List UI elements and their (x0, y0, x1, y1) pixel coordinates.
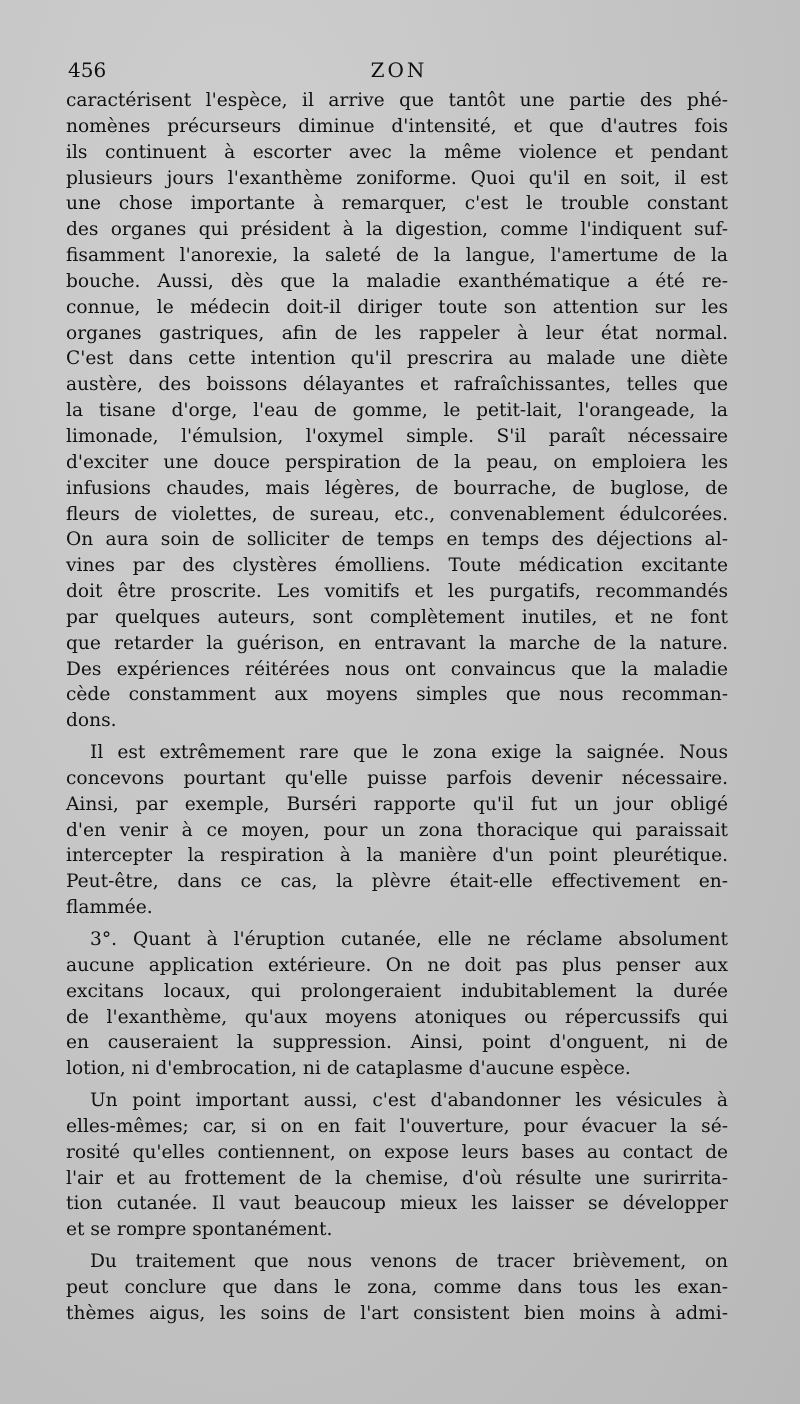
text-line: Peut-être, dans ce cas, la plèvre était-elle effectivement en- (66, 871, 728, 893)
text-line: peut conclure que dans le zona, comme dans tous les exan- (66, 1276, 728, 1298)
page-number: 456 (68, 58, 107, 82)
text-line: caractérisent l'espèce, il arrive que tantôt une partie des phé- (66, 90, 728, 111)
text-line: aucune application extérieure. On ne doit pas plus penser aux (66, 954, 728, 976)
text-line: bouche. Aussi, dès que la maladie exanthématique a été re- (66, 270, 728, 292)
page-header (68, 58, 730, 92)
text-line: Ainsi, par exemple, Burséri rapporte qu'il fut un jour obligé (66, 793, 728, 815)
text-line: de l'exanthème, qu'aux moyens atoniques ou répercussifs qui (66, 1006, 728, 1028)
text-line: Il est extrêmement rare que le zona exige la saignée. Nous (90, 742, 728, 764)
text-line: des organes qui président à la digestion, comme l'indiquent suf- (66, 219, 728, 241)
text-line: On aura soin de solliciter de temps en temps des déjections al- (66, 529, 728, 551)
text-line: une chose importante à remarquer, c'est le trouble constant (66, 193, 728, 215)
text-line: organes gastriques, afin de les rappeler à leur état normal. (66, 322, 728, 344)
text-line: thèmes aigus, les soins de l'art consistent bien moins à admi- (66, 1302, 728, 1324)
text-line: Du traitement que nous venons de tracer brièvement, on (90, 1251, 728, 1273)
text-line: dons. (66, 710, 117, 732)
text-line: C'est dans cette intention qu'il prescrira au malade une diète (66, 348, 728, 370)
text-line: par quelques auteurs, sont complètement inutiles, et ne font (66, 606, 728, 628)
paragraph (66, 927, 728, 1082)
text-line: elles-mêmes; car, si on en fait l'ouverture, pour évacuer la sé- (66, 1115, 728, 1137)
text-line: et se rompre spontanément. (66, 1219, 333, 1241)
text-line: tion cutanée. Il vaut beaucoup mieux les laisser se développer (66, 1193, 728, 1215)
text-line: infusions chaudes, mais légères, de bourrache, de buglose, de (66, 477, 728, 499)
text-line: limonade, l'émulsion, l'oxymel simple. S'il paraît nécessaire (66, 425, 728, 447)
text-line: d'en venir à ce moyen, pour un zona thoracique qui paraissait (66, 819, 728, 841)
text-line: fleurs de violettes, de sureau, etc., convenablement édulcorées. (66, 503, 728, 525)
running-head: ZON (370, 58, 428, 82)
text-line: flammée. (66, 897, 153, 919)
paragraph (66, 1249, 728, 1327)
text-line: nomènes précurseurs diminue d'intensité, et que d'autres fois (66, 115, 728, 137)
paragraph (66, 740, 728, 921)
text-line: la tisane d'orge, l'eau de gomme, le petit-lait, l'orangeade, la (66, 400, 728, 422)
text-line: 3°. Quant à l'éruption cutanée, elle ne réclame absolument (90, 929, 728, 950)
body-text (66, 88, 728, 1327)
text-line: fisamment l'anorexie, la saleté de la langue, l'amertume de la (66, 245, 728, 267)
text-line: ils continuent à escorter avec la même violence et pendant (66, 141, 728, 163)
text-line: Un point important aussi, c'est d'abandonner les vésicules à (90, 1090, 728, 1112)
text-line: intercepter la respiration à la manière d'un point pleurétique. (66, 845, 728, 867)
text-line: austère, des boissons délayantes et rafraîchissantes, telles que (66, 374, 728, 396)
text-line: vines par des clystères émolliens. Toute médication excitante (66, 555, 728, 577)
text-line: cède constamment aux moyens simples que nous recomman- (66, 684, 728, 706)
text-line: doit être proscrite. Les vomitifs et les purgatifs, recommandés (66, 581, 728, 603)
text-line: d'exciter une douce perspiration de la peau, on emploiera les (66, 451, 728, 473)
text-line: connue, le médecin doit-il diriger toute son attention sur les (66, 296, 728, 318)
text-line: que retarder la guérison, en entravant la marche de la nature. (66, 632, 728, 654)
text-line: lotion, ni d'embrocation, ni de cataplasme d'aucune espèce. (66, 1058, 631, 1080)
paragraph (66, 88, 728, 734)
text-line: l'air et au frottement de la chemise, d'où résulte une surirrita- (66, 1167, 728, 1189)
text-line: plusieurs jours l'exanthème zoniforme. Quoi qu'il en soit, il est (66, 167, 728, 189)
text-line: concevons pourtant qu'elle puisse parfois devenir nécessaire. (66, 767, 728, 789)
text-line: rosité qu'elles contiennent, on expose leurs bases au contact de (66, 1141, 728, 1163)
text-line: excitans locaux, qui prolongeraient indubitablement la durée (66, 980, 728, 1002)
text-line: Des expériences réitérées nous ont convaincus que la maladie (66, 658, 728, 680)
paragraph (66, 1088, 728, 1243)
text-line: en causeraient la suppression. Ainsi, point d'onguent, ni de (66, 1032, 728, 1054)
